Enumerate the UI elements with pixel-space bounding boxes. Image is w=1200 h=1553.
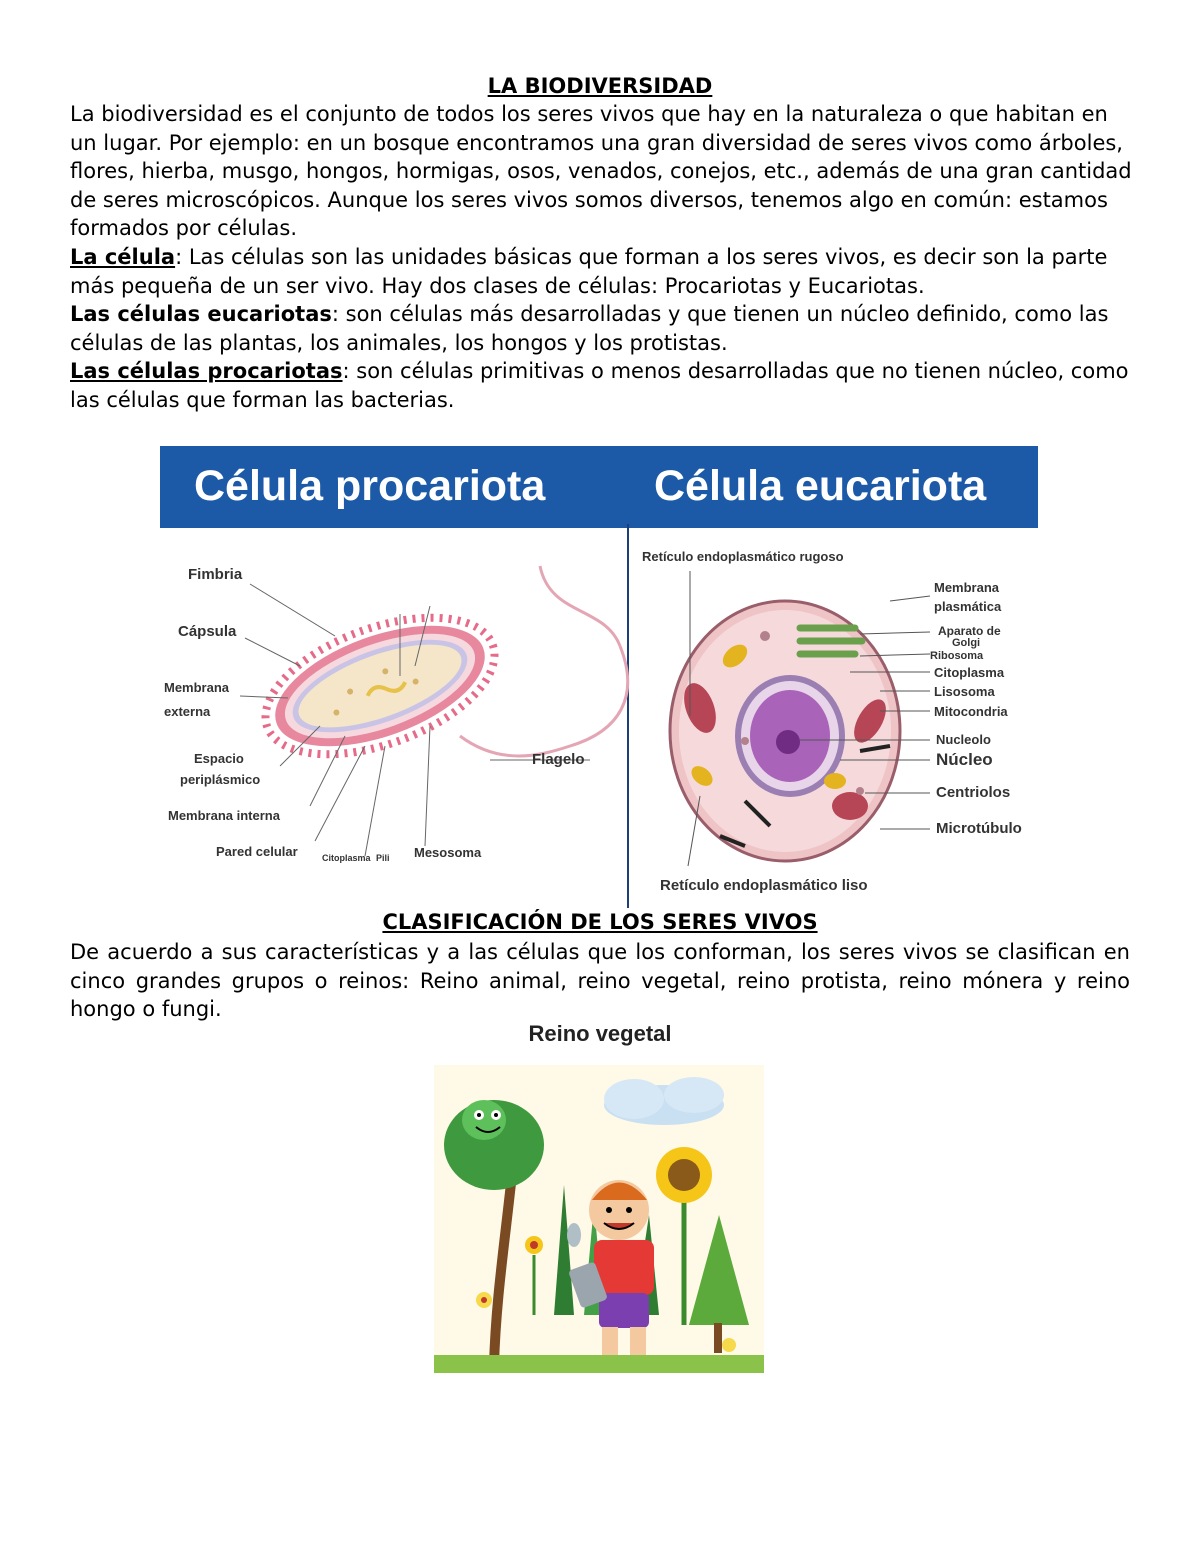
reino-vegetal-illustration [434,1065,764,1373]
label-golgi-1: Aparato de [938,624,1001,638]
label-golgi-2: Golgi [952,637,981,649]
label-fimbria: Fimbria [188,566,243,583]
label-nucleolo: Nucleolo [936,732,991,747]
cell-comparison-diagram [160,446,1038,908]
label-ribosoma: Ribosoma [930,650,984,662]
eucariotas-term: Las células eucariotas [70,302,332,327]
intro-section [70,100,1132,415]
procariotas-term: Las células procariotas [70,359,343,384]
classification-paragraph: De acuerdo a sus características y a las células que los conforman, los seres vivos se clasifican en cinco grandes grupos o reinos: Reino animal, reino vegetal, reino protista, reino mónera y reino hongo o fungi. [70,940,1130,1022]
reino-vegetal-title: Reino vegetal [528,1021,672,1046]
eucariotas-definition: : son células más desarrolladas y que tienen un núcleo definido, como las células de las plantas, los animales, los hongos y los protistas. [70,302,1109,355]
eucariotas-paragraph [70,300,1132,357]
label-pared-celular: Pared celular [216,844,298,859]
procariotas-definition: : son células primitivas o menos desarrolladas que no tienen núcleo, como las células que forman las bacterias. [70,359,1129,412]
prokaryote-title: Célula procariota [194,462,546,510]
page-title: LA BIODIVERSIDAD [487,74,713,98]
label-pili: Pili [376,853,390,863]
cell-illustrations [160,446,1038,908]
label-capsula: Cápsula [178,623,237,640]
label-mesosoma: Mesosoma [414,845,482,860]
label-citoplasma-pro: Citoplasma [322,853,371,863]
eukaryote-title: Célula eucariota [654,462,987,510]
label-citoplasma-euc: Citoplasma [934,665,1005,680]
label-espacio-2: periplásmico [180,772,261,787]
celula-definition: : Las células son las unidades básicas que forman a los seres vivos, es decir son la parte más pequeña de un ser vivo. Hay dos clases de células: Procariotas y Eucariotas. [70,244,1108,298]
label-espacio-1: Espacio [194,751,244,766]
label-rel: Retículo endoplasmático liso [660,877,868,894]
celula-term: La célula [70,244,176,269]
procariotas-paragraph [70,357,1132,414]
label-microtubulo: Microtúbulo [936,820,1022,837]
label-lisosoma: Lisosoma [934,684,995,699]
label-centriolos: Centriolos [936,784,1011,801]
label-membrana-interna: Membrana interna [168,808,280,823]
intro-paragraph: La biodiversidad es el conjunto de todos los seres vivos que hay en la naturaleza o que habitan en un lugar. Por ejemplo: en un bosque encontramos una gran diversidad de seres vivos como árboles, flores, hierba, musgo, hongos, hormigas, osos, venados, conejos, etc., además de una gran cantidad de seres microscópicos. Aunque los seres vivos somos diversos, tenemos algo en común: estamos formados por células. [70,102,1132,241]
label-nucleo: Núcleo [936,750,993,769]
label-membrana-externa-2: externa [164,704,211,719]
classification-title: CLASIFICACIÓN DE LOS SERES VIVOS [382,910,818,934]
eukaryote-cell-icon [670,571,930,866]
label-membrana-externa-1: Membrana [164,680,230,695]
label-membrana-plasmatica-1: Membrana [934,580,1000,595]
label-membrana-plasmatica-2: plasmática [934,599,1002,614]
label-mitocondria: Mitocondria [934,704,1008,719]
label-rer: Retículo endoplasmático rugoso [642,549,844,564]
celula-paragraph [70,243,1132,300]
prokaryote-cell-icon [240,566,628,856]
label-flagelo: Flagelo [532,751,585,768]
